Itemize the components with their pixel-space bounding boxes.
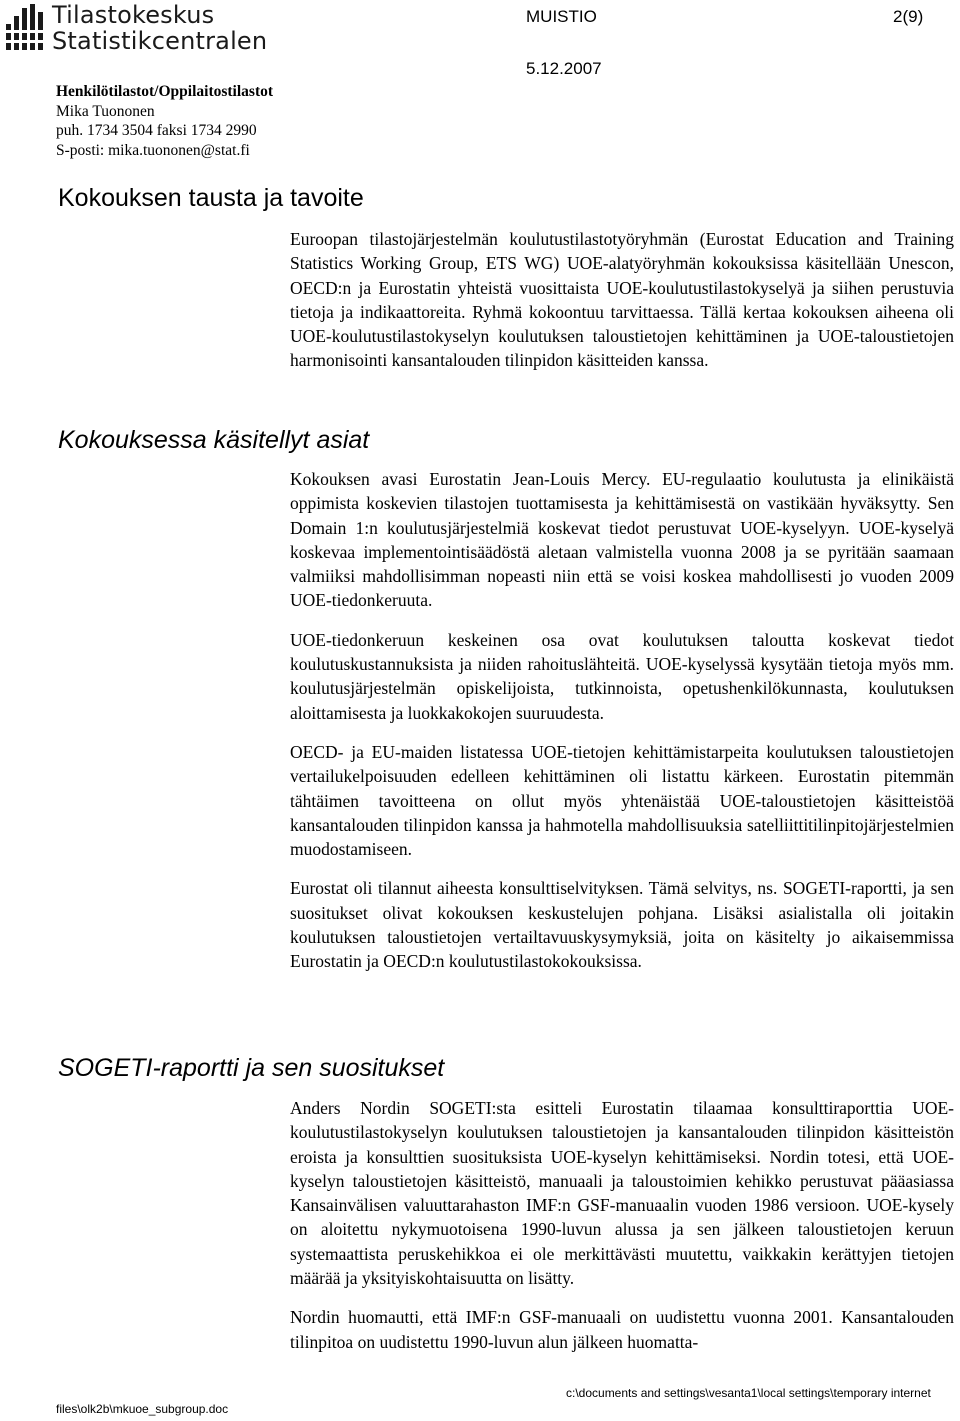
footer-file-path: files\olk2b\mkuoe_subgroup.doc (56, 1402, 229, 1416)
section-body-background (290, 227, 954, 373)
document-date: 5.12.2007 (526, 59, 602, 78)
logo-line-finnish: Tilastokeskus (52, 1, 215, 29)
section-heading-background: Kokouksen tausta ja tavoite (58, 184, 364, 212)
contact-department: Henkilötilastot/Oppilaitostilastot (56, 83, 274, 100)
document-type: MUISTIO (526, 7, 597, 26)
footer-temp-path: c:\documents and settings\vesanta1\local settings\temporary internet (566, 1386, 931, 1400)
paragraph: UOE-tiedonkeruun keskeinen osa ovat koulutuksen taloutta koskevat tiedot koulutuskustannuksista ja niiden rahoituslähteitä. UOE-kyselyssä kysytään tietoja myös mm. koulutusjärjestelmän opiskelijoista, tutkinnoista, opetushenkilökunnasta, koulutuksen aloittamisesta ja luokkakokojen suuruudesta. (290, 629, 954, 723)
paragraph: Euroopan tilastojärjestelmän koulutustilastotyöryhmän (Eurostat Education and Training Statistics Working Group, ETS WG) UOE-alatyöryhmän kokouksissa käsitellään Unescon, OECD:n ja Eurostatin yhteistä vuosittaista UOE-koulutustilastokyselyä ja siihen perustuvia tietoja ja indikaattoreita. Ryhmä kokoontuu tarvittaessa. Tällä kertaa kokouksen aiheena oli UOE-koulutustilastokyselyn koulutuksen taloustietojen kehittäminen ja UOE-taloustietojen harmonisointi kansantalouden tilinpidon käsitteiden kanssa. (290, 229, 954, 371)
paragraph: Kokouksen avasi Eurostatin Jean-Louis Mercy. EU-regulaatio koulutusta ja elinikäistä oppimista koskevien tilastojen tuottamisesta ja kehittämisestä on vastikään hyväksytty. Sen Domain 1:n koulutusjärjestelmiä koskevat tiedot perustuvat UOE-kyselyyn. UOE-kyselyä koskevaa implementointisäädöstä aletaan valmistella vuonna 2008 ja se pyritään saamaan valmiiksi mahdollisimman nopeasti niin että se voisi koskea mahdollisesti jo vuoden 2009 UOE-tiedonkeruuta. (290, 469, 954, 611)
section-body-topics (290, 467, 954, 989)
logo-wordmark (52, 2, 267, 54)
section-body-sogeti (290, 1096, 954, 1369)
organization-logo (4, 1, 268, 55)
section-heading-sogeti: SOGETI-raportti ja sen suositukset (58, 1054, 445, 1082)
section-heading-topics: Kokouksessa käsitellyt asiat (58, 426, 370, 454)
contact-phone: puh. 1734 3504 faksi 1734 2990 (56, 122, 257, 139)
tilastokeskus-logo-icon (4, 2, 46, 54)
paragraph: Nordin huomautti, että IMF:n GSF-manuaali on uudistettu vuonna 2001. Kansantalouden tilinpitoa on uudistettu 1990-luvun alun jälkeen huomatta- (290, 1307, 954, 1352)
contact-name: Mika Tuononen (56, 102, 155, 120)
logo-line-swedish: Statistikcentralen (52, 27, 268, 55)
paragraph: Anders Nordin SOGETI:sta esitteli Eurostatin tilaamaa konsulttiraporttia UOE-koulutustilastokyselyn koulutuksen taloustietojen ja kansantalouden tilinpidon käsitteistön eroista ja konsulttien suosituksista UOE-kyselyn kehittämiseksi. Nordin totesi, että UOE-kyselyn taloustietojen käsitteistö, manuaali ja taloustoimien kehikko perustuvat pääasiassa Kansainvälisen valuuttarahaston IMF:n GSF-manuaalin vuoden 1986 versioon. UOE-kysely on aloitettu nykymuotoisena 1990-luvun alussa ja sen jälkeen taloustietojen keruun systemaattista peruskehikkoa ei ole merkittävästi muutettu, vaikkakin kerättyjen tietojen määrää ja yksityiskohtaisuutta on lisätty. (290, 1098, 954, 1289)
contact-block (56, 82, 273, 160)
page-number: 2(9) (893, 7, 924, 26)
paragraph: Eurostat oli tilannut aiheesta konsulttiselvityksen. Tämä selvitys, ns. SOGETI-raportti, ja sen suositukset olivat kokouksen keskustelujen pohjana. Lisäksi asialistalla oli joitakin koulutuksen taloustietojen vertailtavuuskysymyksiä, joita on käsitelty jo aikaisemmissa Eurostatin ja OECD:n koulutustilastokokouksissa. (290, 878, 954, 972)
contact-email: S-posti: mika.tuononen@stat.fi (56, 141, 250, 159)
paragraph: OECD- ja EU-maiden listatessa UOE-tietojen kehittämistarpeita koulutuksen taloustietojen vertailukelpoisuuden edelleen kehittäminen oli listattu kärkeen. Eurostatin pitemmän tähtäimen tavoitteena on ollut myös yhtenäistää UOE-taloustietojen käsitteistöä kansantalouden tilinpidon kanssa ja hahmotella mahdollisuuksia satelliittitilinpitojärjestelmien muodostamiseen. (290, 741, 954, 860)
